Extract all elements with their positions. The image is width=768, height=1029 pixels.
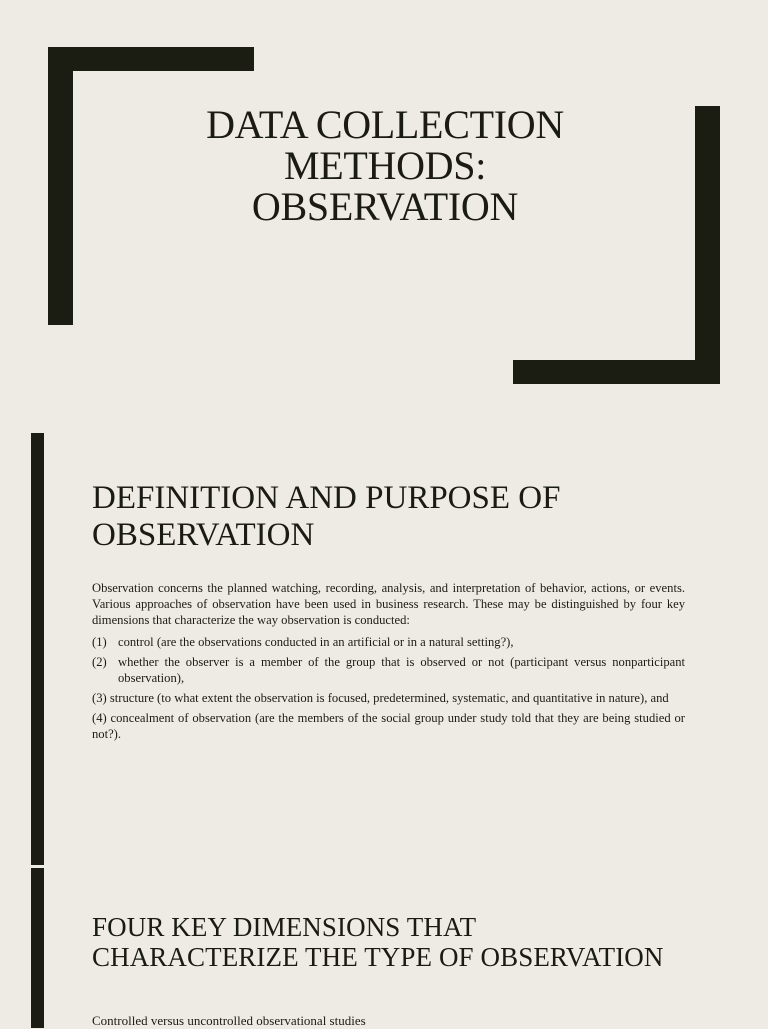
list-item [92,710,685,742]
list-text: structure (to what extent the observation is focused, predetermined, systematic, and quantitative in nature), and [109,691,669,705]
frame-bar-left [48,47,73,325]
slide3-first-line: Controlled versus uncontrolled observational studies [92,1013,366,1028]
heading-line-2: OBSERVATION [92,517,315,553]
intro-paragraph: Observation concerns the planned watching, recording, analysis, and interpretation of behavior, actions, or events. Various approaches of observation have been used in business research. These may be distinguished by four key dimensions that characterize the way observation is conducted: [92,581,685,627]
frame-bar-right [695,106,720,384]
slide2-heading [92,480,692,554]
list-number: (3) [92,691,107,705]
list-text: control (are the observations conducted in an artificial or in a natural setting?), [118,635,514,649]
frame-bar-top [48,47,254,71]
slide3-heading [92,912,732,972]
heading-line-2: CHARACTERIZE THE TYPE OF OBSERVATION [92,942,664,972]
slide2-body [92,580,685,746]
list-number: (4) [92,711,107,725]
title-line-1: DATA COLLECTION [206,102,564,147]
slide1-title [140,104,630,227]
heading-line-1: FOUR KEY DIMENSIONS THAT [92,912,477,942]
frame-bar-bottom [513,360,720,384]
list-text: whether the observer is a member of the group that is observed or not (participant versus nonparticipant observation), [118,655,685,685]
title-line-2: METHODS: [283,143,487,188]
list-number: (1) [92,635,107,649]
slide2-left-rail [31,433,44,865]
list-text: concealment of observation (are the members of the social group under study told that they are being studied or not?). [92,711,685,741]
heading-line-1: DEFINITION AND PURPOSE OF [92,480,561,516]
list-number: (2) [92,655,107,669]
list-item [92,654,685,686]
list-item [92,634,685,650]
title-line-3: OBSERVATION [251,184,519,229]
slide3-left-rail [31,868,44,1028]
list-item [92,690,685,706]
